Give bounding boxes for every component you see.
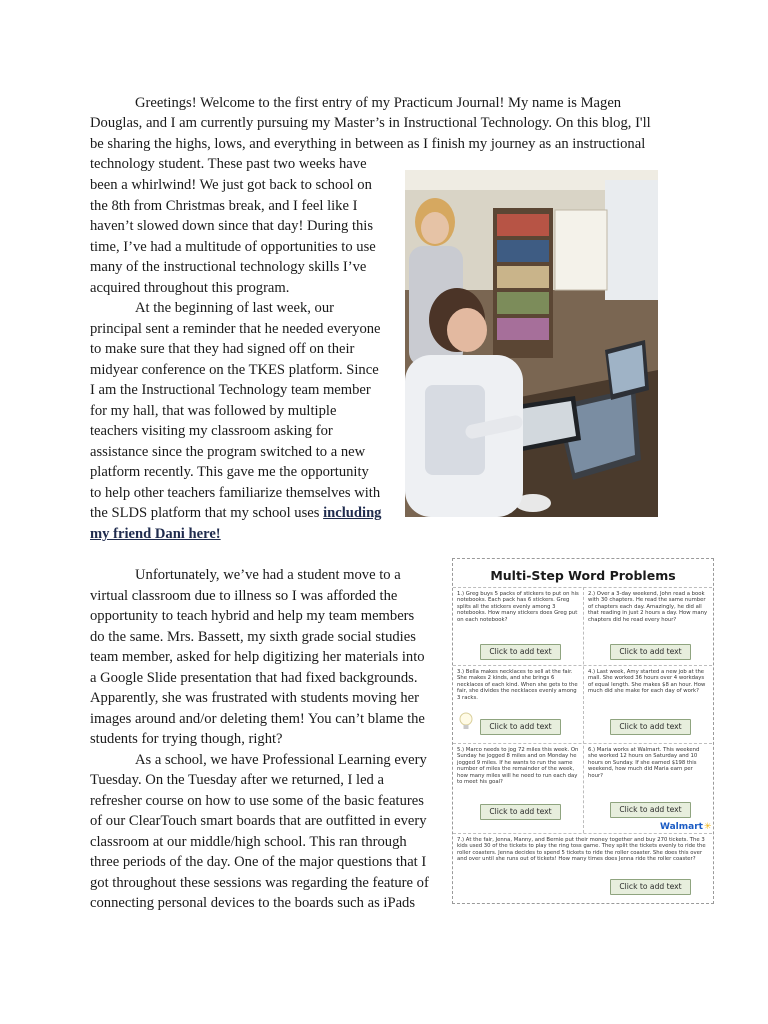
problem-text: 7.) At the fair, Jenna, Manny, and Bernie put their money together and buy 270 tickets. The 3 kids used 30 of the tickets to play the ring toss game. They split the tickets evenly to ride the roller coasters. Jenna decides to spend 5 tickets to ride the roller coaster. She does this over and over until she runs out of tickets! How many times does Jenna ride the roller coaster? [457,837,706,863]
text-line: for my hall, that was followed by multiple [90,403,337,419]
text-line: Douglas, and I am currently pursuing my Master’s in Instructional Technology. On this blog, I'll [90,115,651,131]
text-line: refresher course on how to use some of the basic features [90,793,424,809]
text-line: I am the Instructional Technology team member [90,382,371,398]
text-line: Unfortunately, we’ve had a student move to a [135,567,401,583]
text-line [90,524,221,545]
text-line: midyear conference on the TKES platform. Since [90,362,379,378]
walmart-wordmark: Walmart [660,822,703,832]
walmart-logo [660,822,712,832]
text-line: platform recently. This gave me the opportunity [90,464,369,480]
text-line: Tuesday. On the Tuesday after we returned, I led a [90,772,384,788]
problem-cell [453,588,583,665]
text-line: time, I’ve had a multitude of opportunities to use [90,239,376,255]
dani-link[interactable]: including [323,505,382,521]
text-line-part: the SLDS platform that my school uses [90,505,324,521]
lightbulb-icon [458,712,474,732]
word-problems-worksheet [452,558,714,904]
text-line: do the same. Mrs. Bassett, my sixth grade social studies [90,629,416,645]
text-line: the 8th from Christmas break, and I feel like I [90,198,358,214]
add-text-button[interactable]: Click to add text [610,802,691,818]
text-line: many of the instructional technology skills I’ve [90,259,367,275]
classroom-photo [405,170,658,517]
text-line: team member, asked for help digitizing her materials into [90,649,425,665]
text-line: students for trying though, right? [90,731,283,747]
problem-text: 1.) Greg buys 5 packs of stickers to put on his notebooks. Each pack has 6 stickers. Greg splits all the stickers evenly among 3 notebooks. How many stickers does Greg put on each notebook? [457,591,579,623]
problem-cell [584,666,712,743]
text-line: connecting personal devices to the boards such as iPads [90,895,416,911]
text-line: haven’t slowed down since that day! During this [90,218,374,234]
text-line: images around and/or deleting them! You can’t blame the [90,711,425,727]
problem-text: 5.) Marco needs to jog 72 miles this week. On Sunday he jogged 8 miles and on Monday he jogged 9 miles. If he wants to run the same number of miles the remainder of the week, how many miles will he need to run each day to meet his goal? [457,747,579,786]
text-line: a Google Slide presentation that had fixed backgrounds. [90,670,418,686]
problem-text: 6.) Maria works at Walmart. This weekend she worked 12 hours on Saturday and 10 hours on Sunday. If she earned $198 this weekend, how much did Maria earn per hour? [588,747,700,779]
text-line: As a school, we have Professional Learning every [135,752,427,768]
worksheet-title: Multi-Step Word Problems [490,568,676,583]
text-line: to help other teachers familiarize themselves with [90,485,381,501]
text-line: At the beginning of last week, our [135,300,334,316]
text-line: acquired throughout this program. [90,280,290,296]
text-line: three periods of the day. One of the major questions that I [90,854,427,870]
text-line: been a whirlwind! We just got back to school on [90,177,372,193]
text-line: Apparently, she was frustrated with students moving her [90,690,419,706]
spark-icon: ✳ [703,822,712,832]
problem-cell [584,588,712,665]
text-line: got throughout these sessions was regarding the feature of [90,875,429,891]
add-text-button[interactable]: Click to add text [610,644,691,660]
text-line: of our ClearTouch smart boards that are outfitted in every [90,813,427,829]
problem-cell [453,744,583,833]
text-line: Greetings! Welcome to the first entry of my Practicum Journal! My name is Magen [135,95,622,111]
text-line: be sharing the highs, lows, and everything in between as I finish my journey as an instructional [90,136,646,152]
text-line: assistance since the program switched to a new [90,444,366,460]
text-line: to make sure that they had signed off on their [90,341,355,357]
add-text-button[interactable]: Click to add text [480,644,561,660]
problem-cell [453,834,712,902]
text-line [90,503,381,524]
text-line: classroom at our middle/high school. This ran through [90,834,407,850]
classroom-photo-illustration [405,170,658,517]
problem-cell [584,744,712,833]
dani-link-continued[interactable]: my friend Dani here! [90,526,221,542]
text-line: technology student. These past two weeks have [90,156,367,172]
problem-text: 2.) Over a 3-day weekend, John read a book with 30 chapters. He read the same number of chapters each day. Amazingly, he did all that reading in just 2 hours a day. How many chapters did he read every hour? [588,591,708,623]
add-text-button[interactable]: Click to add text [480,804,561,820]
problem-text: 4.) Last week, Amy started a new job at the mall. She worked 36 hours over 4 workdays of equal length. She makes $8 an hour. How much did she make for each day of work? [588,669,706,695]
text-line: virtual classroom due to illness so I was afforded the [90,588,398,604]
text-line: teachers visiting my classroom asking for [90,423,333,439]
text-line: principal sent a reminder that he needed everyone [90,321,381,337]
text-line: opportunity to teach hybrid and help my team members [90,608,415,624]
add-text-button[interactable]: Click to add text [610,719,691,735]
add-text-button[interactable]: Click to add text [480,719,561,735]
add-text-button[interactable]: Click to add text [610,879,691,895]
problem-text: 3.) Bella makes necklaces to sell at the fair. She makes 2 kinds, and she brings 6 necklaces of each kind. When she gets to the fair, she divides the necklaces evenly among 3 racks. [457,669,578,701]
